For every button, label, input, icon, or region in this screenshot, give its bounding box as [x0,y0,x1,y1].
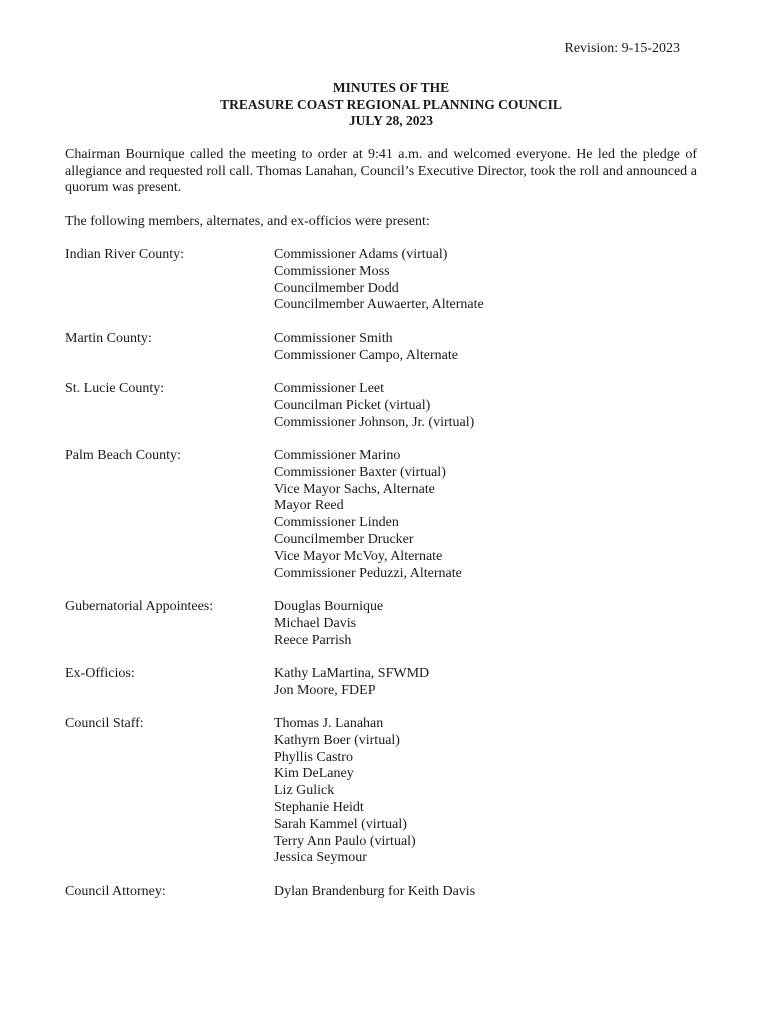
group-members [274,599,383,649]
member-name: Vice Mayor McVoy, Alternate [274,548,443,564]
member-name: Terry Ann Paulo (virtual) [274,833,416,849]
group-label: Martin County: [65,331,152,346]
member-name: Liz Gulick [274,783,335,799]
member-name: Commissioner Johnson, Jr. (virtual) [274,414,475,430]
group-label: Indian River County: [65,247,184,262]
member-name: Councilman Picket (virtual) [274,397,431,413]
member-name: Commissioner Marino [274,448,401,463]
member-name: Kim DeLaney [274,766,354,782]
member-name: Commissioner Smith [274,331,393,346]
member-name: Reece Parrish [274,632,352,648]
document-heading [0,80,770,130]
heading-line-3: JULY 28, 2023 [348,113,434,128]
member-name: Councilmember Dodd [274,280,399,296]
group-label: Council Staff: [65,716,144,731]
heading-line-1: MINUTES OF THE [332,80,450,95]
member-name: Michael Davis [274,615,357,631]
member-name: Kathyrn Boer (virtual) [274,732,400,748]
group-members [274,666,429,700]
member-name: Mayor Reed [274,498,344,514]
group-members [274,884,475,901]
group-label: Palm Beach County: [65,448,181,463]
member-name: Douglas Bournique [274,599,384,614]
group-members [274,331,458,365]
member-name: Phyllis Castro [274,749,353,765]
member-name: Commissioner Moss [274,263,390,279]
group-label: Gubernatorial Appointees: [65,599,214,614]
intro-paragraph: Chairman Bournique called the meeting to order at 9:41 a.m. and welcomed everyone. He led the pledge of allegiance and requested roll call. Thomas Lanahan, Council’s Executive Director, took the roll and announced a quorum was present. [65,147,697,196]
group-members [274,716,416,867]
member-name: Commissioner Linden [274,515,399,531]
member-name: Dylan Brandenburg for Keith Davis [274,884,476,899]
group-members [274,381,474,431]
member-name: Commissioner Baxter (virtual) [274,464,446,480]
member-name: Commissioner Leet [274,381,385,396]
group-label: Ex-Officios: [65,666,135,681]
group-members [274,448,462,582]
member-name: Councilmember Auwaerter, Alternate [274,297,484,313]
heading-line-2: TREASURE COAST REGIONAL PLANNING COUNCIL [220,96,562,112]
group-members [274,247,484,314]
member-name: Stephanie Heidt [274,799,364,815]
member-name: Jon Moore, FDEP [274,682,376,698]
present-members-line: The following members, alternates, and ex-officios were present: [65,214,430,229]
member-name: Commissioner Campo, Alternate [274,347,458,363]
member-name: Jessica Seymour [274,850,367,866]
member-name: Vice Mayor Sachs, Alternate [274,481,435,497]
member-name: Councilmember Drucker [274,531,414,547]
member-name: Kathy LaMartina, SFWMD [274,666,430,681]
member-name: Thomas J. Lanahan [274,716,384,731]
member-name: Commissioner Adams (virtual) [274,247,448,262]
member-name: Commissioner Peduzzi, Alternate [274,565,462,581]
group-label: St. Lucie County: [65,381,165,396]
revision-date: Revision: 9-15-2023 [564,41,680,56]
member-name: Sarah Kammel (virtual) [274,816,407,832]
group-label: Council Attorney: [65,884,166,899]
